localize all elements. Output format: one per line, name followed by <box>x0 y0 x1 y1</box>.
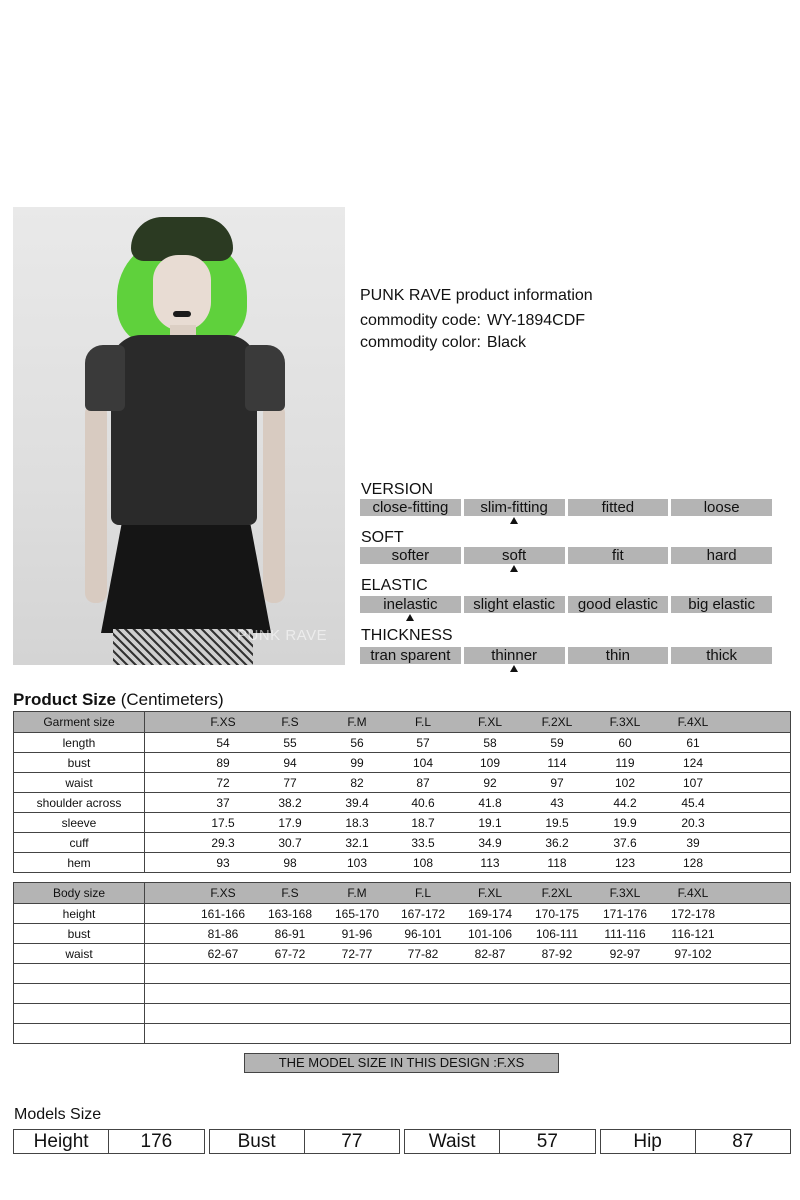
size-value: 40.6 <box>411 796 435 810</box>
model-measure <box>13 1129 205 1154</box>
size-value: 87 <box>416 776 430 790</box>
row-values <box>145 753 791 773</box>
row-values <box>145 964 791 984</box>
size-value: 72-77 <box>341 947 373 961</box>
size-value: 103 <box>346 856 368 870</box>
model-measure-label: Bust <box>237 1131 276 1152</box>
attribute-title: VERSION <box>361 481 434 498</box>
size-value: F.L <box>414 715 431 729</box>
product-size-title-text: Product Size <box>13 690 116 709</box>
table-row <box>14 964 791 984</box>
row-values <box>145 733 791 753</box>
row-values <box>145 773 791 793</box>
size-value: 89 <box>216 756 230 770</box>
attribute-scale <box>360 596 772 613</box>
size-value: 165-170 <box>334 907 380 921</box>
size-value: 101-106 <box>467 927 513 941</box>
size-value: 171-176 <box>602 907 648 921</box>
size-value: 91-96 <box>341 927 373 941</box>
table-header-sizes <box>145 883 791 904</box>
row-values <box>145 904 791 924</box>
size-value: F.XL <box>477 886 502 900</box>
size-value: 93 <box>216 856 230 870</box>
size-value: 104 <box>412 756 434 770</box>
attribute-option: slight elastic <box>464 596 565 613</box>
attribute-option: good elastic <box>568 596 669 613</box>
row-label: height <box>14 904 145 924</box>
size-value: F.2XL <box>541 886 573 900</box>
size-value: 170-175 <box>534 907 580 921</box>
size-value: F.S <box>281 715 299 729</box>
size-value: 34.9 <box>478 836 502 850</box>
size-value: F.M <box>347 715 367 729</box>
row-label <box>14 984 145 1004</box>
size-value: F.4XL <box>677 715 709 729</box>
size-value: F.3XL <box>609 715 641 729</box>
size-value: 124 <box>682 756 704 770</box>
size-value: F.M <box>347 886 367 900</box>
commodity-code-value: WY-1894CDF <box>486 312 586 329</box>
size-value: 36.2 <box>545 836 569 850</box>
size-value: 97-102 <box>674 947 712 961</box>
size-value: 72 <box>216 776 230 790</box>
size-value: 92 <box>483 776 497 790</box>
size-value: 81-86 <box>207 927 239 941</box>
size-value: 41.8 <box>478 796 502 810</box>
row-values <box>145 853 791 873</box>
size-value: F.4XL <box>677 886 709 900</box>
size-value: 118 <box>547 856 567 870</box>
size-value: 39.4 <box>345 796 369 810</box>
size-value: 18.3 <box>345 816 369 830</box>
size-value: 92-97 <box>609 947 641 961</box>
table-header-label: Body size <box>14 883 145 904</box>
attribute-option: big elastic <box>671 596 772 613</box>
size-value: 54 <box>216 736 230 750</box>
row-label: length <box>14 733 145 753</box>
attribute-option: thick <box>671 647 772 664</box>
attribute-option: softer <box>360 547 461 564</box>
attribute-option: thin <box>568 647 669 664</box>
model-measure <box>209 1129 401 1154</box>
models-size-title: Models Size <box>14 1106 102 1123</box>
size-value: 60 <box>618 736 632 750</box>
model-measure <box>600 1129 792 1154</box>
commodity-code-label: commodity code: <box>360 312 481 329</box>
row-values <box>145 944 791 964</box>
size-value: 56 <box>350 736 364 750</box>
shirt-sleeve-left <box>85 345 125 411</box>
attribute-option: soft <box>464 547 565 564</box>
commodity-color <box>360 334 526 352</box>
row-values <box>145 984 791 1004</box>
model-measure-value: 57 <box>499 1130 594 1153</box>
row-label: bust <box>14 924 145 944</box>
commodity-code <box>360 312 585 330</box>
model-measure-label: Waist <box>428 1131 476 1152</box>
size-value: 167-172 <box>400 907 446 921</box>
photo-watermark: PUNK RAVE <box>237 627 328 644</box>
size-value: 30.7 <box>278 836 302 850</box>
size-value: 17.5 <box>211 816 235 830</box>
size-value: 96-101 <box>404 927 442 941</box>
size-value: 86-91 <box>274 927 306 941</box>
row-values <box>145 793 791 813</box>
size-value: 172-178 <box>670 907 716 921</box>
size-value: 37 <box>216 796 230 810</box>
body-size-table <box>13 882 791 1044</box>
size-value: 113 <box>480 856 500 870</box>
size-value: 19.1 <box>478 816 502 830</box>
size-value: 114 <box>547 756 567 770</box>
attribute-option: thinner <box>464 647 565 664</box>
table-row <box>14 733 791 753</box>
size-value: 77-82 <box>407 947 439 961</box>
model-size-note: THE MODEL SIZE IN THIS DESIGN :F.XS <box>244 1053 559 1073</box>
size-value: 108 <box>412 856 434 870</box>
table-row <box>14 1004 791 1024</box>
row-label: sleeve <box>14 813 145 833</box>
selected-marker-icon <box>510 517 518 524</box>
size-value: 119 <box>615 756 635 770</box>
attribute-option: hard <box>671 547 772 564</box>
size-value: 38.2 <box>278 796 302 810</box>
table-row <box>14 853 791 873</box>
size-value: 94 <box>283 756 297 770</box>
row-label: bust <box>14 753 145 773</box>
size-value: 99 <box>350 756 364 770</box>
size-value: 82 <box>350 776 364 790</box>
size-value: 43 <box>550 796 564 810</box>
product-photo <box>13 207 345 665</box>
attribute-option: inelastic <box>360 596 461 613</box>
size-value: 33.5 <box>411 836 435 850</box>
size-value: 116-121 <box>671 927 715 941</box>
size-value: 19.9 <box>613 816 637 830</box>
models-size-row <box>13 1129 791 1154</box>
size-value: 169-174 <box>467 907 513 921</box>
attribute-option: loose <box>671 499 772 516</box>
row-label <box>14 1024 145 1044</box>
size-value: F.L <box>414 886 431 900</box>
attribute-option: fitted <box>568 499 669 516</box>
model-lips <box>173 311 191 317</box>
attribute-title: SOFT <box>361 529 404 546</box>
model-arm-left <box>85 403 107 603</box>
size-value: F.XS <box>210 886 236 900</box>
size-value: 123 <box>614 856 636 870</box>
shirt-sleeve-right <box>245 345 285 411</box>
size-value: 97 <box>550 776 564 790</box>
product-size-unit: (Centimeters) <box>120 690 224 709</box>
size-value: 17.9 <box>278 816 302 830</box>
table-row <box>14 904 791 924</box>
table-row <box>14 924 791 944</box>
commodity-color-value: Black <box>486 334 527 351</box>
size-value: 98 <box>283 856 297 870</box>
row-label: waist <box>14 773 145 793</box>
selected-marker-icon <box>510 565 518 572</box>
model-face <box>153 255 211 331</box>
size-value: 87-92 <box>541 947 573 961</box>
size-value: 82-87 <box>474 947 506 961</box>
size-value: F.XL <box>477 715 502 729</box>
size-value: 67-72 <box>274 947 306 961</box>
size-value: F.S <box>281 886 299 900</box>
size-value: 58 <box>483 736 497 750</box>
table-header-sizes <box>145 712 791 733</box>
row-label: shoulder across <box>14 793 145 813</box>
model-measure-label: Height <box>33 1131 89 1152</box>
model-measure-value: 77 <box>304 1130 399 1153</box>
model-measure-value: 176 <box>108 1130 203 1153</box>
size-value: F.XS <box>210 715 236 729</box>
row-label <box>14 1004 145 1024</box>
size-value: 128 <box>682 856 704 870</box>
attribute-option: close-fitting <box>360 499 461 516</box>
product-size-title <box>13 690 224 710</box>
black-shirt <box>111 335 257 525</box>
fishnet-stockings <box>113 629 253 665</box>
attribute-option: tran sparent <box>360 647 461 664</box>
attribute-scale <box>360 499 772 516</box>
size-value: 45.4 <box>681 796 705 810</box>
size-value: 59 <box>550 736 564 750</box>
row-values <box>145 1024 791 1044</box>
table-header-row <box>14 712 791 733</box>
size-value: F.2XL <box>541 715 573 729</box>
row-values <box>145 924 791 944</box>
product-info-title: PUNK RAVE product information <box>360 287 593 304</box>
table-row <box>14 773 791 793</box>
table-row <box>14 813 791 833</box>
size-value: F.3XL <box>609 886 641 900</box>
table-row <box>14 984 791 1004</box>
size-value: 18.7 <box>411 816 435 830</box>
table-row <box>14 793 791 813</box>
row-values <box>145 1004 791 1024</box>
table-row <box>14 1024 791 1044</box>
size-value: 19.5 <box>545 816 569 830</box>
size-value: 77 <box>283 776 297 790</box>
selected-marker-icon <box>406 614 414 621</box>
size-value: 109 <box>479 756 501 770</box>
commodity-color-label: commodity color: <box>360 334 481 351</box>
size-value: 102 <box>614 776 636 790</box>
table-row <box>14 833 791 853</box>
table-header-row <box>14 883 791 904</box>
size-value: 37.6 <box>613 836 637 850</box>
size-value: 106-111 <box>535 927 579 941</box>
size-value: 111-116 <box>604 927 646 941</box>
table-row <box>14 753 791 773</box>
attribute-scale <box>360 547 772 564</box>
row-label <box>14 964 145 984</box>
size-value: 44.2 <box>613 796 637 810</box>
attribute-title: ELASTIC <box>361 577 428 594</box>
size-value: 61 <box>686 736 700 750</box>
size-value: 107 <box>682 776 704 790</box>
row-label: waist <box>14 944 145 964</box>
selected-marker-icon <box>510 665 518 672</box>
table-header-label: Garment size <box>14 712 145 733</box>
pleated-skirt <box>101 525 271 633</box>
size-value: 55 <box>283 736 297 750</box>
garment-size-table <box>13 711 791 873</box>
attribute-option: fit <box>568 547 669 564</box>
size-value: 20.3 <box>681 816 705 830</box>
size-value: 161-166 <box>200 907 246 921</box>
attribute-option: slim-fitting <box>464 499 565 516</box>
size-value: 57 <box>416 736 430 750</box>
size-value: 39 <box>686 836 700 850</box>
size-value: 163-168 <box>267 907 313 921</box>
size-value: 62-67 <box>207 947 239 961</box>
model-arm-right <box>263 403 285 603</box>
table-row <box>14 944 791 964</box>
row-values <box>145 833 791 853</box>
model-measure-value: 87 <box>695 1130 790 1153</box>
size-value: 32.1 <box>345 836 369 850</box>
model-measure-label: Hip <box>633 1131 662 1152</box>
row-label: hem <box>14 853 145 873</box>
size-value: 29.3 <box>211 836 235 850</box>
row-label: cuff <box>14 833 145 853</box>
row-values <box>145 813 791 833</box>
model-measure <box>404 1129 596 1154</box>
attribute-scale <box>360 647 772 664</box>
attribute-title: THICKNESS <box>361 627 453 644</box>
